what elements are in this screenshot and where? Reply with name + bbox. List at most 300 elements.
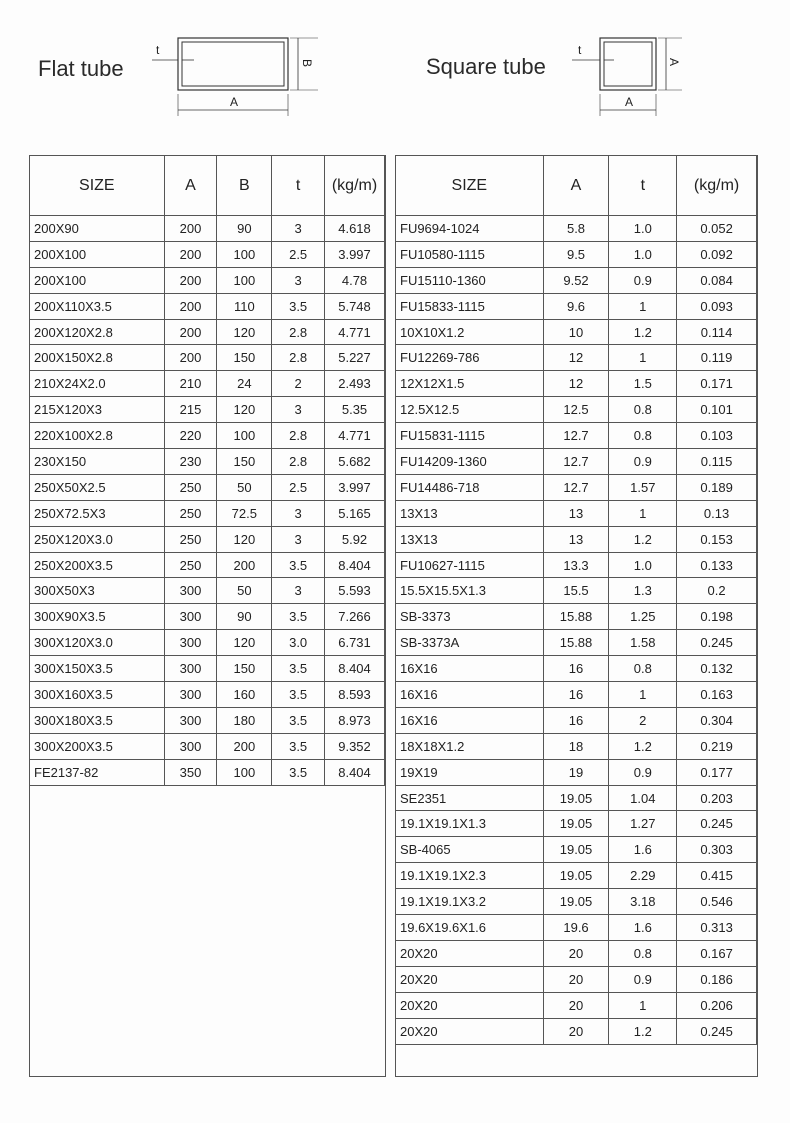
header-a: A [164,156,217,216]
cell-a: 13.3 [543,552,609,578]
cell-a: 15.88 [543,630,609,656]
table-row [30,241,385,267]
cell-weight: 4.771 [325,423,385,449]
cell-t: 2.5 [272,474,325,500]
cell-t: 2.5 [272,241,325,267]
table-row [396,811,757,837]
cell-weight: 0.171 [677,371,757,397]
cell-weight: 0.245 [677,630,757,656]
header-weight: (kg/m) [325,156,385,216]
cell-a: 250 [164,500,217,526]
flat-tube-drawing [150,30,330,122]
cell-a: 200 [164,345,217,371]
cell-weight: 0.092 [677,241,757,267]
cell-size: 13X13 [396,500,544,526]
table-row [30,500,385,526]
cell-size: 20X20 [396,992,544,1018]
cell-b: 150 [217,449,272,475]
cell-a: 15.88 [543,604,609,630]
square-table-header-row [396,156,757,216]
cell-size: 16X16 [396,707,544,733]
cell-size: 250X200X3.5 [30,552,165,578]
cell-a: 18 [543,733,609,759]
cell-a: 19.05 [543,837,609,863]
cell-a: 300 [164,707,217,733]
square-t-label: t [578,43,582,57]
cell-t: 2.8 [272,423,325,449]
table-row [30,682,385,708]
cell-b: 72.5 [217,500,272,526]
cell-weight: 4.618 [325,216,385,242]
cell-weight: 0.163 [677,682,757,708]
cell-t: 2.29 [609,863,677,889]
table-row [30,474,385,500]
cell-weight: 0.115 [677,449,757,475]
table-row [396,552,757,578]
cell-size: 300X180X3.5 [30,707,165,733]
cell-a: 12.7 [543,449,609,475]
table-row [396,785,757,811]
header-a: A [543,156,609,216]
cell-weight: 2.493 [325,371,385,397]
cell-b: 150 [217,656,272,682]
table-row [396,759,757,785]
cell-weight: 0.546 [677,889,757,915]
cell-weight: 6.731 [325,630,385,656]
cell-a: 9.6 [543,293,609,319]
cell-size: 200X110X3.5 [30,293,165,319]
cell-t: 0.9 [609,449,677,475]
cell-b: 180 [217,707,272,733]
table-row [396,863,757,889]
cell-t: 0.8 [609,397,677,423]
cell-size: 300X160X3.5 [30,682,165,708]
flat-tube-title: Flat tube [38,56,124,81]
cell-a: 200 [164,267,217,293]
cell-size: FU14209-1360 [396,449,544,475]
cell-a: 300 [164,682,217,708]
cell-a: 19.05 [543,863,609,889]
table-row [396,682,757,708]
cell-b: 160 [217,682,272,708]
cell-weight: 0.177 [677,759,757,785]
table-row [396,371,757,397]
cell-b: 24 [217,371,272,397]
cell-b: 50 [217,578,272,604]
square-tube-table [395,155,757,1045]
cell-b: 120 [217,630,272,656]
cell-t: 1.0 [609,552,677,578]
table-row [30,552,385,578]
table-row [30,371,385,397]
cell-weight: 3.997 [325,241,385,267]
table-row [30,267,385,293]
table-row [396,966,757,992]
cell-size: 16X16 [396,656,544,682]
cell-weight: 0.189 [677,474,757,500]
cell-b: 100 [217,267,272,293]
table-row [396,992,757,1018]
cell-size: FU15831-1115 [396,423,544,449]
cell-weight: 0.198 [677,604,757,630]
cell-size: 19X19 [396,759,544,785]
cell-t: 1.6 [609,837,677,863]
cell-t: 1.2 [609,1018,677,1044]
square-tube-title: Square tube [426,54,546,79]
cell-a: 20 [543,966,609,992]
cell-t: 1 [609,345,677,371]
cell-weight: 0.103 [677,423,757,449]
cell-size: SB-3373A [396,630,544,656]
cell-weight: 0.167 [677,940,757,966]
cell-size: 215X120X3 [30,397,165,423]
cell-weight: 8.593 [325,682,385,708]
cell-t: 0.9 [609,966,677,992]
table-row [396,241,757,267]
flat-tube-table [29,155,385,786]
cell-a: 13 [543,526,609,552]
cell-size: 300X90X3.5 [30,604,165,630]
cell-size: FU10627-1115 [396,552,544,578]
cell-t: 3 [272,397,325,423]
cell-b: 50 [217,474,272,500]
table-row [30,293,385,319]
cell-size: 20X20 [396,940,544,966]
cell-b: 120 [217,526,272,552]
cell-weight: 7.266 [325,604,385,630]
cell-a: 250 [164,552,217,578]
table-row [30,216,385,242]
cell-a: 300 [164,630,217,656]
cell-size: FU10580-1115 [396,241,544,267]
cell-weight: 8.404 [325,656,385,682]
cell-t: 1.2 [609,733,677,759]
cell-t: 3.0 [272,630,325,656]
cell-b: 100 [217,423,272,449]
cell-b: 200 [217,733,272,759]
table-row [30,604,385,630]
cell-weight: 0.313 [677,915,757,941]
cell-size: 300X150X3.5 [30,656,165,682]
cell-a: 16 [543,656,609,682]
cell-a: 12 [543,345,609,371]
cell-a: 5.8 [543,216,609,242]
table-row [30,759,385,785]
table-row [30,449,385,475]
cell-t: 3 [272,578,325,604]
cell-a: 200 [164,319,217,345]
cell-a: 16 [543,682,609,708]
cell-size: 19.1X19.1X3.2 [396,889,544,915]
cell-a: 300 [164,733,217,759]
cell-a: 16 [543,707,609,733]
cell-a: 19.6 [543,915,609,941]
cell-weight: 0.132 [677,656,757,682]
cell-size: 200X90 [30,216,165,242]
square-tube-drawing [570,30,690,122]
table-row [396,578,757,604]
cell-a: 19.05 [543,811,609,837]
cell-t: 2.8 [272,345,325,371]
cell-size: 250X72.5X3 [30,500,165,526]
cell-t: 2.8 [272,449,325,475]
cell-t: 0.8 [609,423,677,449]
cell-t: 2 [272,371,325,397]
table-row [396,940,757,966]
cell-b: 120 [217,319,272,345]
cell-size: 19.6X19.6X1.6 [396,915,544,941]
cell-a: 350 [164,759,217,785]
cell-a: 230 [164,449,217,475]
cell-size: FU9694-1024 [396,216,544,242]
cell-t: 2 [609,707,677,733]
cell-a: 220 [164,423,217,449]
cell-weight: 0.084 [677,267,757,293]
cell-t: 1.2 [609,526,677,552]
table-row [30,656,385,682]
cell-size: SB-4065 [396,837,544,863]
cell-size: 200X100 [30,241,165,267]
cell-a: 20 [543,992,609,1018]
cell-t: 1.25 [609,604,677,630]
flat-tube-diagram [150,30,330,122]
cell-size: 200X150X2.8 [30,345,165,371]
cell-size: FU14486-718 [396,474,544,500]
header-size: SIZE [30,156,165,216]
cell-size: 18X18X1.2 [396,733,544,759]
table-row [396,319,757,345]
cell-t: 1.58 [609,630,677,656]
table-row [396,915,757,941]
cell-size: 20X20 [396,966,544,992]
flat-a-label: A [230,95,239,109]
cell-a: 20 [543,940,609,966]
cell-t: 3.5 [272,682,325,708]
cell-t: 3 [272,500,325,526]
cell-b: 100 [217,759,272,785]
cell-size: 230X150 [30,449,165,475]
table-row [396,889,757,915]
table-row [396,449,757,475]
header-weight: (kg/m) [677,156,757,216]
cell-t: 1.6 [609,915,677,941]
cell-t: 3.18 [609,889,677,915]
cell-t: 1.2 [609,319,677,345]
square-a-side-label: A [667,58,681,67]
cell-weight: 0.415 [677,863,757,889]
cell-t: 1.0 [609,216,677,242]
header-size: SIZE [396,156,544,216]
cell-weight: 0.13 [677,500,757,526]
cell-size: 19.1X19.1X1.3 [396,811,544,837]
flat-table-header-row [30,156,385,216]
cell-weight: 5.165 [325,500,385,526]
flat-t-label: t [156,43,160,57]
cell-weight: 4.78 [325,267,385,293]
table-row [396,604,757,630]
table-row [396,397,757,423]
cell-weight: 0.303 [677,837,757,863]
square-a-bottom-label: A [625,95,634,109]
cell-a: 19.05 [543,785,609,811]
cell-weight: 5.748 [325,293,385,319]
cell-size: 13X13 [396,526,544,552]
cell-size: 250X120X3.0 [30,526,165,552]
table-row [396,474,757,500]
table-row [396,216,757,242]
cell-t: 3.5 [272,733,325,759]
cell-weight: 0.153 [677,526,757,552]
cell-a: 19.05 [543,889,609,915]
cell-b: 100 [217,241,272,267]
cell-a: 250 [164,474,217,500]
cell-a: 9.52 [543,267,609,293]
cell-size: 300X200X3.5 [30,733,165,759]
cell-weight: 8.404 [325,759,385,785]
cell-a: 215 [164,397,217,423]
cell-size: FU15833-1115 [396,293,544,319]
table-row [396,1018,757,1044]
cell-b: 200 [217,552,272,578]
cell-a: 19 [543,759,609,785]
cell-t: 1 [609,293,677,319]
cell-weight: 0.114 [677,319,757,345]
cell-size: 12X12X1.5 [396,371,544,397]
cell-weight: 9.352 [325,733,385,759]
cell-a: 300 [164,578,217,604]
header-t: t [272,156,325,216]
cell-size: 15.5X15.5X1.3 [396,578,544,604]
cell-t: 0.8 [609,656,677,682]
table-row [30,733,385,759]
table-row [30,707,385,733]
cell-a: 200 [164,216,217,242]
cell-t: 1.5 [609,371,677,397]
cell-size: 300X120X3.0 [30,630,165,656]
cell-t: 3.5 [272,759,325,785]
cell-a: 10 [543,319,609,345]
table-row [396,837,757,863]
cell-t: 3.5 [272,656,325,682]
cell-weight: 0.304 [677,707,757,733]
cell-weight: 0.219 [677,733,757,759]
cell-a: 300 [164,604,217,630]
cell-size: 200X120X2.8 [30,319,165,345]
cell-weight: 5.35 [325,397,385,423]
cell-weight: 8.404 [325,552,385,578]
table-row [30,578,385,604]
table-row [396,500,757,526]
cell-t: 1.3 [609,578,677,604]
cell-a: 13 [543,500,609,526]
table-row [396,707,757,733]
cell-t: 3 [272,267,325,293]
header-b: B [217,156,272,216]
cell-t: 0.9 [609,759,677,785]
cell-a: 250 [164,526,217,552]
cell-a: 9.5 [543,241,609,267]
cell-weight: 0.093 [677,293,757,319]
cell-size: 210X24X2.0 [30,371,165,397]
cell-size: 16X16 [396,682,544,708]
cell-a: 12.7 [543,423,609,449]
cell-t: 3 [272,526,325,552]
cell-weight: 3.997 [325,474,385,500]
flat-b-label: B [300,59,314,68]
cell-t: 1 [609,682,677,708]
cell-a: 12 [543,371,609,397]
cell-size: 300X50X3 [30,578,165,604]
cell-size: SE2351 [396,785,544,811]
cell-size: 220X100X2.8 [30,423,165,449]
cell-a: 12.7 [543,474,609,500]
table-row [396,423,757,449]
table-row [396,526,757,552]
cell-t: 3.5 [272,552,325,578]
table-row [396,267,757,293]
cell-weight: 0.052 [677,216,757,242]
cell-weight: 0.206 [677,992,757,1018]
cell-t: 3 [272,216,325,242]
cell-weight: 5.593 [325,578,385,604]
cell-weight: 0.133 [677,552,757,578]
table-row [30,423,385,449]
cell-weight: 5.92 [325,526,385,552]
cell-b: 120 [217,397,272,423]
cell-a: 210 [164,371,217,397]
cell-t: 3.5 [272,604,325,630]
table-row [30,397,385,423]
cell-t: 1.27 [609,811,677,837]
cell-size: 200X100 [30,267,165,293]
cell-t: 1.04 [609,785,677,811]
cell-a: 200 [164,241,217,267]
cell-t: 0.9 [609,267,677,293]
table-row [30,526,385,552]
cell-weight: 0.245 [677,1018,757,1044]
cell-weight: 0.119 [677,345,757,371]
cell-size: 19.1X19.1X2.3 [396,863,544,889]
cell-t: 3.5 [272,293,325,319]
cell-weight: 0.203 [677,785,757,811]
cell-a: 200 [164,293,217,319]
cell-weight: 0.101 [677,397,757,423]
cell-b: 90 [217,604,272,630]
cell-t: 2.8 [272,319,325,345]
table-row [30,345,385,371]
cell-t: 1.57 [609,474,677,500]
cell-size: FU15110-1360 [396,267,544,293]
cell-weight: 5.227 [325,345,385,371]
cell-size: 20X20 [396,1018,544,1044]
table-row [396,656,757,682]
table-row [396,733,757,759]
cell-weight: 4.771 [325,319,385,345]
table-row [30,630,385,656]
cell-weight: 0.245 [677,811,757,837]
cell-b: 90 [217,216,272,242]
cell-t: 1 [609,992,677,1018]
cell-b: 110 [217,293,272,319]
cell-a: 15.5 [543,578,609,604]
cell-t: 1 [609,500,677,526]
cell-size: 10X10X1.2 [396,319,544,345]
cell-size: FU12269-786 [396,345,544,371]
table-row [30,319,385,345]
cell-size: 12.5X12.5 [396,397,544,423]
cell-a: 12.5 [543,397,609,423]
cell-a: 300 [164,656,217,682]
